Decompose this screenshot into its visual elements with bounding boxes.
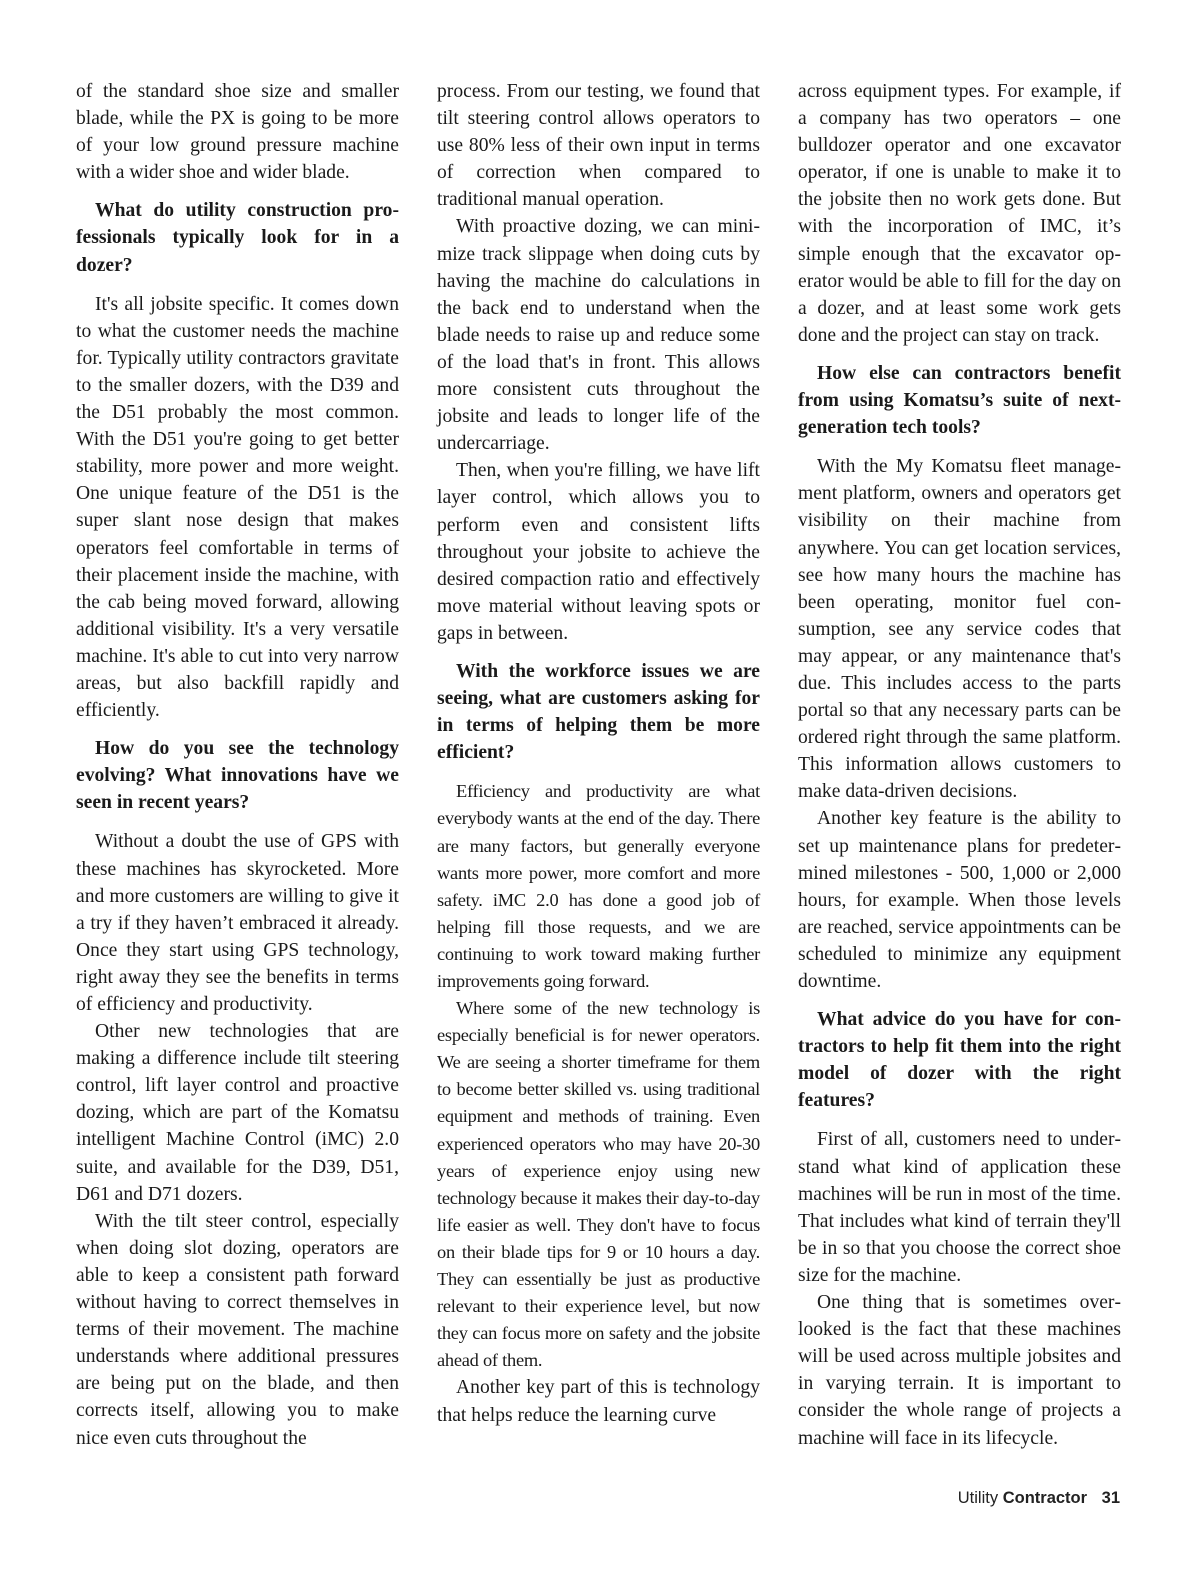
body-paragraph: Then, when you're filling, we have lift layer control, which allows you to perform even and consistent lifts throughout your jobsite to achieve the desired compaction ratio and effectively move material without leaving spots or gaps in between. (437, 460, 760, 644)
publication-name-bold: Contractor (1002, 1489, 1088, 1507)
interview-question: What do utility construction professionals typically look for in a dozer? (76, 200, 399, 276)
body-paragraph: Another key part of this is technology that helps reduce the learning curve (437, 1377, 760, 1426)
body-paragraph: of the standard shoe size and smaller blade, while the PX is going to be more of your low ground pressure machine with a wider shoe and wider blade. (76, 81, 399, 184)
body-paragraph: across equipment types. For example, if a company has two operators – one bulldozer operator and one excavator operator, if one is unable to make it to the jobsite then no work gets done. But with the incorporation of IMC, it’s simple enough that the excavator operator would be able to fill for the day on a dozer, and at least some work gets done and the project can stay on track. (798, 81, 1121, 346)
interview-question: With the workforce issues we are seeing, what are customers asking for in terms of helping them be more efficient? (437, 660, 760, 764)
interview-question: How else can contractors benefit from using Komatsu’s suite of next-generation tech tools? (798, 362, 1121, 439)
body-paragraph: Without a doubt the use of GPS with these machines has skyrocketed. More and more customers are willing to give it a try if they haven’t embraced it already. Once they start using GPS technology, right away they see the benefits in terms of efficiency and productivity. (76, 831, 399, 1015)
body-paragraph: Where some of the new technology is especially beneficial is for newer operators. We are seeing a shorter timeframe for them to become better skilled vs. using traditional equipment and methods of training. Even experienced operators who may have 20-30 years of experience enjoy using new technology because it makes their day-to-day life easier as well. They don't have to focus on their blade tips for 9 or 10 hours a day. They can essentially be just as productive relevant to their experience level, but now they can focus more on safety and the jobsite ahead of them. (437, 998, 760, 1371)
body-paragraph: With proactive dozing, we can minimize track slippage when doing cuts by having the machine do calculations in the back end to understand when the blade needs to raise up and reduce some of the load that's in front. This allows more consistent cuts throughout the jobsite and leads to longer life of the undercarriage. (437, 216, 760, 455)
publication-name-light: Utility (957, 1489, 999, 1507)
text-column-1 (76, 78, 399, 1452)
body-paragraph: Another key feature is the ability to set up maintenance plans for predetermined milestones - 500, 1,000 or 2,000 hours, for example. When those levels are reached, service appointments can be scheduled to minimize any equipment downtime. (798, 808, 1121, 992)
body-paragraph: Efficiency and productivity are what everybody wants at the end of the day. There are many factors, but generally everyone wants more power, more comfort and more safety. iMC 2.0 has done a good job of helping fill those requests, and we are continuing to work toward making further improvements going forward. (437, 781, 760, 991)
text-column-3 (798, 78, 1121, 1452)
page-number: 31 (1101, 1489, 1120, 1507)
body-paragraph: Other new technologies that are making a difference include tilt steering control, lift layer control and proactive dozing, which are part of the Komatsu intelligent Machine Control (iMC) 2.0 suite, and available for the D39, D51, D61 and D71 dozers. (76, 1021, 399, 1205)
text-column-2 (437, 78, 760, 1429)
body-paragraph: With the tilt steer control, especially when doing slot dozing, operators are able to keep a consistent path forward without having to correct themselves in terms of their movement. The machine understands where additional pressures are being put on the blade, and then corrects itself, allowing you to make nice even cuts throughout the (76, 1210, 399, 1449)
interview-question: How do you see the technology evolving? What innovations have we seen in recent years? (76, 738, 399, 814)
body-paragraph: It's all jobsite specific. It comes down to what the customer needs the machine for. Typically utility contractors gravitate to the smaller dozers, with the D39 and the D51 probably the most common. With the D51 you're going to get better stability, more power and more weight. One unique feature of the D51 is the super slant nose design that makes operators feel comfortable in terms of their placement inside the machine, with the cab being moved forward, allowing additional visibility. It's a very versatile machine. It's able to cut into very narrow areas, but also backfill rapidly and efficiently. (76, 293, 399, 722)
body-paragraph: One thing that is sometimes overlooked is the fact that these machines will be used across multiple jobsites and in varying terrain. It is important to consider the whole range of projects a machine will face in its lifecycle. (798, 1292, 1121, 1449)
body-paragraph: With the My Komatsu fleet management platform, owners and operators get visibility on their machine from anywhere. You can get location services, see how many hours the machine has been operating, monitor fuel consumption, see any service codes that may appear, or any maintenance that's due. This includes access to the parts portal so that any necessary parts can be ordered right through the same platform. This information allows customers to make data-driven decisions. (798, 456, 1121, 803)
body-paragraph: First of all, customers need to understand what kind of application these machines will be run in most of the time. That includes what kind of terrain they'll be in so that you choose the correct shoe size for the machine. (798, 1129, 1121, 1286)
body-paragraph: process. From our testing, we found that tilt steering control allows operators to use 80% less of their own input in terms of correction when compared to traditional manual operation. (437, 81, 760, 211)
interview-question: What advice do you have for contractors to help fit them into the right model of dozer with the right features? (798, 1009, 1121, 1112)
page-footer (958, 1489, 1120, 1508)
